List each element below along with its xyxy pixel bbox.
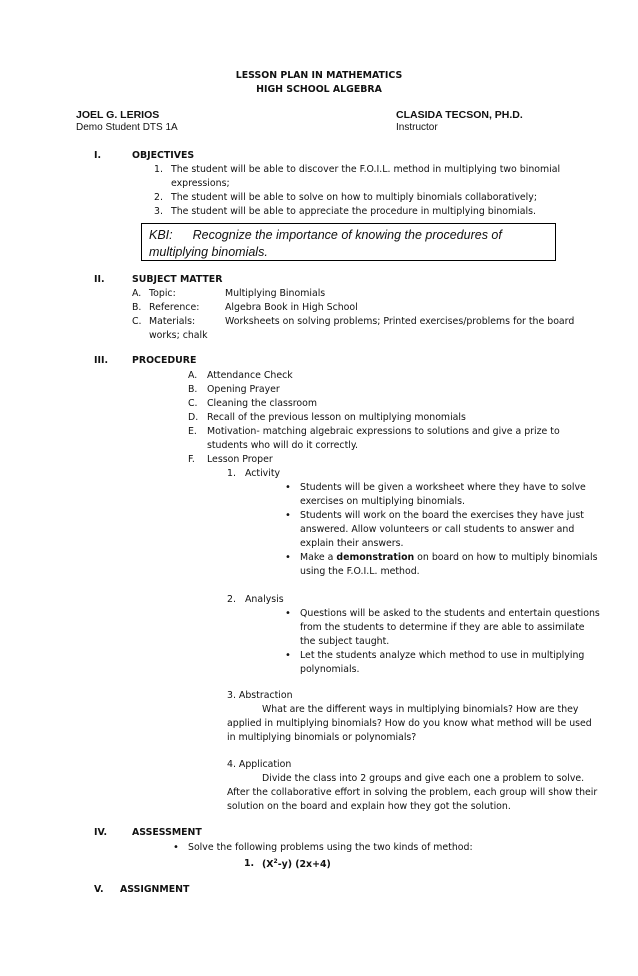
bullet-item: • Students will be given a worksheet where they have to solve	[300, 482, 586, 493]
list-item: The student will be able to solve on how to multiply binomials collaboratively;	[171, 192, 537, 203]
list-number: 2.	[154, 192, 163, 203]
section-title: PROCEDURE	[132, 355, 197, 366]
section-numeral: I.	[94, 150, 102, 161]
list-item: Recall of the previous lesson on multiplying monomials	[207, 412, 466, 423]
list-item: Attendance Check	[207, 370, 293, 381]
list-letter: E.	[188, 426, 197, 437]
list-number: 1.	[154, 164, 163, 175]
list-letter: C.	[188, 398, 198, 409]
list-item-continuation: expressions;	[171, 178, 230, 189]
list-letter: D.	[188, 412, 199, 423]
instructor-name: CLASIDA TECSON, PH.D.	[396, 109, 523, 121]
kbi-label: KBI:	[149, 228, 173, 242]
bullet-item-continuation: exercises on multiplying binomials.	[300, 496, 465, 507]
bullet-text: on board on how to multiply binomials	[414, 552, 598, 563]
subsection-number: 2.	[227, 594, 236, 605]
document-title: LESSON PLAN IN MATHEMATICS	[235, 70, 403, 81]
section-numeral: V.	[94, 884, 104, 895]
field-value: Worksheets on solving problems; Printed exercises/problems for the board	[225, 316, 575, 327]
kbi-text: Recognize the importance of knowing the procedures of	[192, 228, 502, 242]
bullet-item-continuation: explain their answers.	[300, 538, 404, 549]
list-letter: C.	[132, 316, 142, 327]
bullet-item-continuation: answered. Allow volunteers or call students to answer and	[300, 524, 575, 535]
list-item: Cleaning the classroom	[207, 398, 317, 409]
kbi-text-continuation: multiplying binomials.	[149, 245, 268, 259]
list-item: Lesson Proper	[207, 454, 273, 465]
emphasis-text: demonstration	[336, 552, 415, 563]
section-title: ASSIGNMENT	[120, 884, 190, 895]
field-label: Materials:	[149, 316, 196, 327]
section-numeral: III.	[94, 355, 109, 366]
bullet-item: • Solve the following problems using the two kinds of method:	[188, 842, 473, 853]
list-item: The student will be able to discover the F.O.I.L. method in multiplying two binomial	[171, 164, 561, 175]
bullet-text: Make a	[300, 552, 337, 563]
student-name: JOEL G. LERIOS	[76, 109, 160, 121]
field-value-continuation: works; chalk	[149, 330, 208, 341]
subsection-title: Activity	[245, 468, 281, 479]
field-label: Topic:	[149, 288, 176, 299]
bullet-item: • Questions will be asked to the students and entertain questions	[300, 608, 600, 619]
paragraph-line: After the collaborative effort in solving the problem, each group will show their	[227, 787, 598, 798]
kbi-box	[141, 223, 556, 261]
list-item-continuation: students who will do it correctly.	[207, 440, 359, 451]
subsection-title: 4. Application	[227, 759, 292, 770]
subsection-title: Analysis	[245, 594, 284, 605]
paragraph-line: Divide the class into 2 groups and give each one a problem to solve.	[262, 773, 585, 784]
bullet-item: • Students will work on the board the exercises they have just	[300, 510, 584, 521]
section-title: SUBJECT MATTER	[132, 274, 223, 285]
list-letter: B.	[188, 384, 198, 395]
bullet-item-continuation: the subject taught.	[300, 636, 390, 647]
problem-number: 1.	[244, 858, 255, 869]
document-subtitle: HIGH SCHOOL ALGEBRA	[256, 84, 382, 95]
section-numeral: IV.	[94, 827, 108, 838]
bullet-item: • Let the students analyze which method to use in multiplying	[300, 650, 584, 661]
bullet-item	[300, 552, 598, 563]
list-letter: F.	[188, 454, 195, 465]
paragraph-line: applied in multiplying binomials? How do you know what method will be used	[227, 718, 592, 729]
list-letter: B.	[132, 302, 142, 313]
bullet-item-continuation: using the F.O.I.L. method.	[300, 566, 420, 577]
field-value: Multiplying Binomials	[225, 288, 326, 299]
list-item: Motivation- matching algebraic expressions to solutions and give a prize to	[207, 426, 560, 437]
paragraph-line: solution on the board and explain how they got the solution.	[227, 801, 511, 812]
paragraph-line: in multiplying binomials or polynomials?	[227, 732, 417, 743]
list-letter: A.	[188, 370, 198, 381]
student-role: Demo Student DTS 1A	[76, 122, 178, 133]
paragraph-line: What are the different ways in multiplying binomials? How are they	[262, 704, 579, 715]
section-numeral: II.	[94, 274, 105, 285]
section-title: OBJECTIVES	[132, 150, 195, 161]
section-title: ASSESSMENT	[132, 827, 202, 838]
bullet-item-continuation: polynomials.	[300, 664, 360, 675]
list-letter: A.	[132, 288, 142, 299]
field-value: Algebra Book in High School	[225, 302, 358, 313]
list-item: The student will be able to appreciate the procedure in multiplying binomials.	[171, 206, 536, 217]
field-label: Reference:	[149, 302, 200, 313]
instructor-role: Instructor	[396, 122, 438, 133]
list-number: 3.	[154, 206, 163, 217]
problem-expression: $(X^2-y)$ (2x+4)	[262, 858, 331, 871]
list-item: Opening Prayer	[207, 384, 280, 395]
subsection-title: 3. Abstraction	[227, 690, 293, 701]
subsection-number: 1.	[227, 468, 236, 479]
bullet-item-continuation: from the students to determine if they are able to assimilate	[300, 622, 585, 633]
